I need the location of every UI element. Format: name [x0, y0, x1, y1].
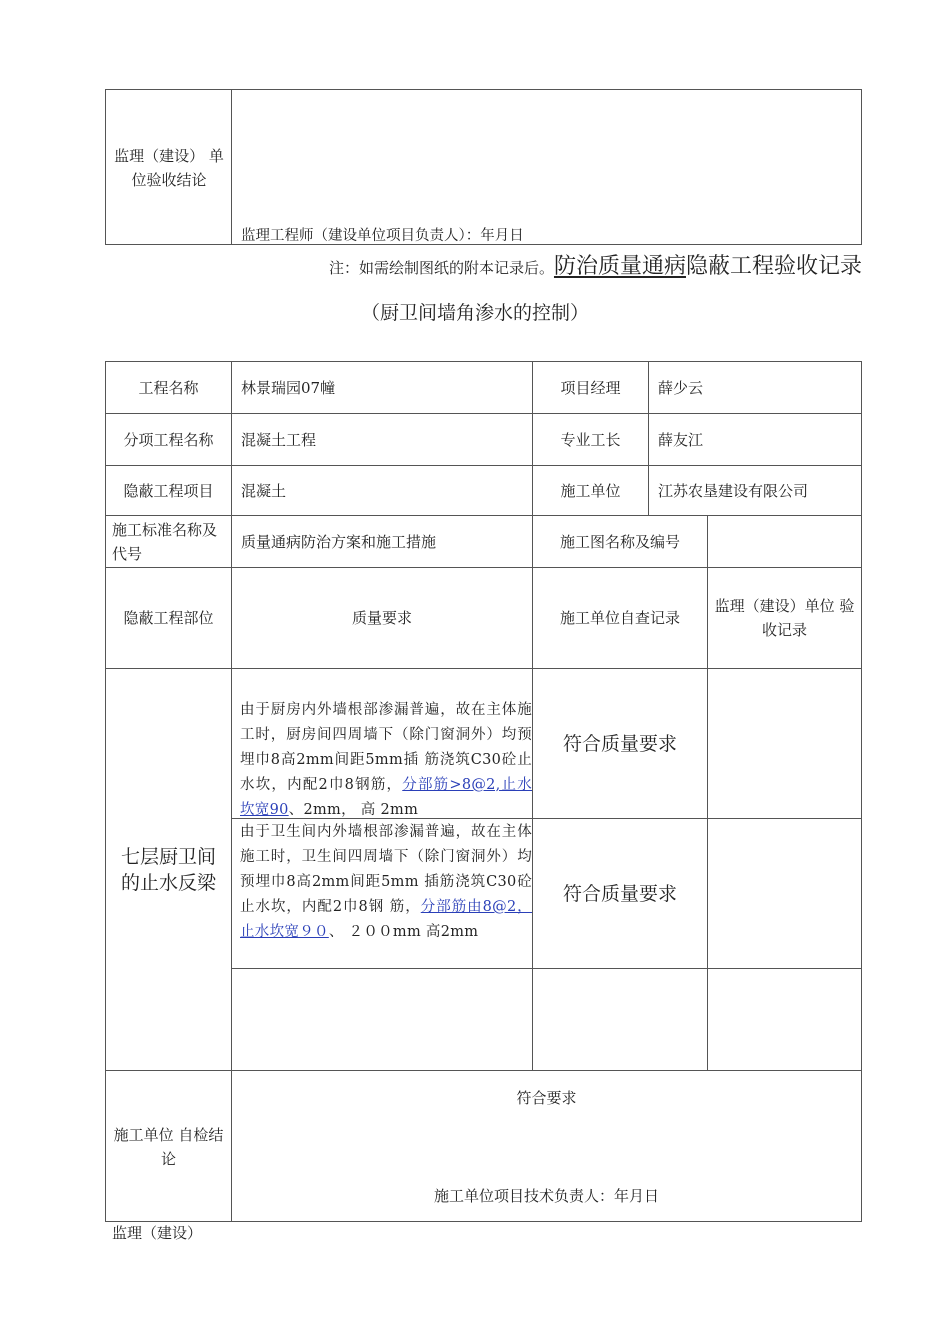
location-value: 七层厨卫间的止水反梁	[120, 845, 216, 894]
requirement-item	[240, 820, 532, 945]
requirement-tail: 、 ２００mm 高2mm	[328, 924, 479, 940]
note-text: 注：如需绘制图纸的附本记录后。	[328, 259, 554, 277]
footer-supervision-label: 监理（建设）	[112, 1224, 203, 1242]
foreman-value: 薛友江	[658, 430, 704, 449]
subtitle: （厨卫间墙角渗水的控制）	[360, 302, 589, 324]
title-rest: 隐蔽工程验收记录	[685, 254, 862, 279]
title-underlined: 防治质量通病	[553, 254, 686, 279]
self-check-header: 施工单位自查记录	[559, 609, 680, 627]
requirement-text: 由于厨房内外墙根部渗漏普遍，故在主体施工时，厨房间四周墙下（除门窗洞外）均预埋巾8高2mm间距5mm插 筋浇筑C30砼止水坎，内配2巾8钢筋，	[240, 702, 532, 793]
standard-name-label: 施工标准名称及代号	[112, 520, 218, 563]
project-manager-value: 薛少云	[658, 378, 704, 397]
contractor-label: 施工单位	[560, 481, 621, 500]
supervision-conclusion-label: 监理（建设） 单位验收结论	[114, 147, 224, 189]
location-header: 隐蔽工程部位	[123, 609, 214, 627]
self-inspection-signature: 施工单位项目技术负责人：年月日	[433, 1187, 659, 1205]
contractor-value: 江苏农垦建设有限公司	[658, 481, 809, 500]
requirement-text: 由于卫生间内外墙根部渗漏普遍，故在主体施工时，卫生间四周墙下（除门窗洞外）均预埋巾8高2mm间距5mm 插筋浇筑C30砼止水坎，内配2巾8钢 筋，	[240, 824, 532, 915]
self-check-result: 符合质量要求	[562, 882, 677, 905]
hidden-work-item-value: 混凝土	[241, 481, 287, 500]
self-check-result: 符合质量要求	[562, 732, 677, 755]
divider	[231, 89, 232, 245]
subproject-name-label: 分项工程名称	[123, 430, 214, 449]
requirement-item	[240, 698, 532, 823]
requirement-header: 质量要求	[351, 609, 412, 627]
foreman-label: 专业工长	[560, 430, 621, 449]
supervision-signature-line: 监理工程师（建设单位项目负责人）：年月日	[241, 228, 524, 244]
note-title-line	[329, 252, 862, 283]
subproject-name-value: 混凝土工程	[241, 430, 317, 449]
project-name-value: 林景瑞园07幢	[241, 378, 336, 397]
drawing-name-label: 施工图名称及编号	[559, 532, 680, 551]
row-line	[231, 968, 862, 969]
drawing-name-value	[708, 516, 861, 567]
project-name-label: 工程名称	[138, 378, 199, 397]
hidden-work-item-label: 隐蔽工程项目	[123, 481, 214, 500]
requirement-tail: 、2mm， 高 2mm	[288, 802, 419, 818]
self-inspection-result: 符合要求	[516, 1089, 577, 1107]
self-inspection-label: 施工单位 自检结论	[113, 1125, 224, 1168]
requirement-link[interactable]: 分部筋>8@2,止水坎宽90	[240, 777, 532, 818]
requirement-link[interactable]: 分部筋由8@2，止水坎宽９０	[240, 899, 532, 940]
supervision-header: 监理（建设）单位 验收记录	[714, 597, 855, 639]
project-manager-label: 项目经理	[560, 378, 621, 397]
standard-name-value: 质量通病防治方案和施工措施	[241, 532, 437, 551]
